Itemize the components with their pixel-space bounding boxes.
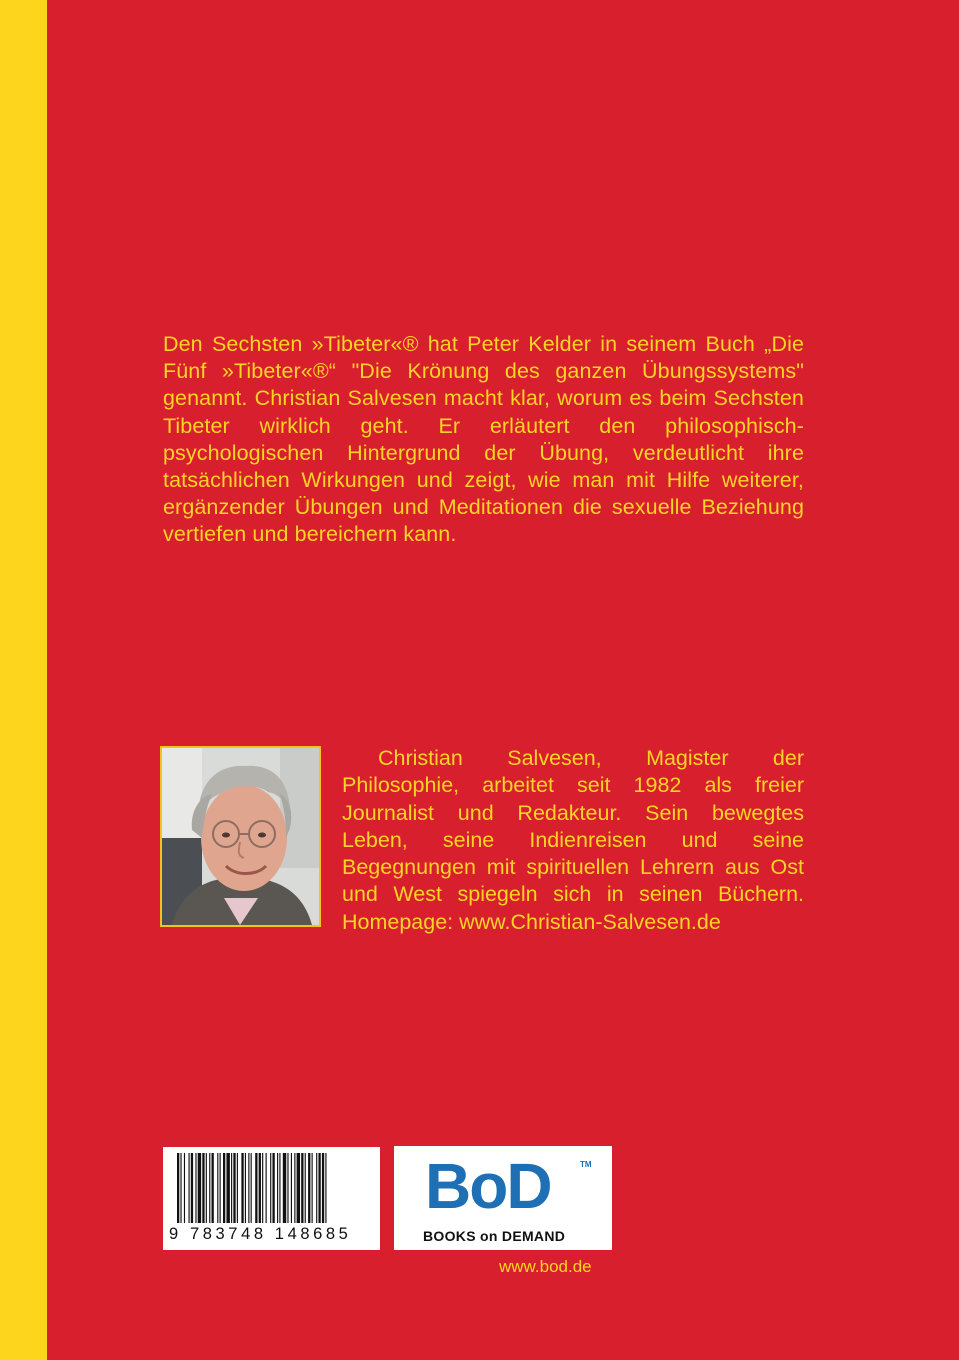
barcode-bar <box>287 1153 288 1223</box>
author-portrait-image <box>162 748 319 925</box>
publisher-url: www.bod.de <box>499 1257 592 1276</box>
barcode-bar <box>209 1153 210 1223</box>
bod-logo-text: BoD <box>425 1150 551 1222</box>
barcode-bar <box>308 1153 310 1223</box>
barcode-bar <box>212 1153 214 1223</box>
barcode-bar <box>245 1153 246 1223</box>
barcode-bar <box>322 1153 324 1223</box>
barcode-bar <box>231 1153 232 1223</box>
barcode-bar <box>255 1153 257 1223</box>
barcode-bar <box>259 1153 261 1223</box>
barcode-bar <box>279 1153 280 1223</box>
barcode-bar <box>283 1153 286 1223</box>
barcode-bar <box>184 1153 185 1223</box>
publisher-logo <box>394 1146 612 1250</box>
barcode-bars <box>163 1147 380 1227</box>
book-blurb <box>163 331 804 549</box>
author-bio <box>342 745 804 936</box>
barcode-bar <box>191 1153 193 1223</box>
barcode-bar <box>180 1153 181 1223</box>
barcode-bar <box>220 1153 221 1223</box>
barcode-bar <box>248 1153 249 1223</box>
barcode-bar <box>198 1153 201 1223</box>
barcode-bar <box>294 1153 295 1223</box>
barcode-bar <box>270 1153 271 1223</box>
isbn-barcode <box>163 1147 380 1250</box>
barcode-bar <box>241 1153 243 1223</box>
barcode-bar <box>177 1153 179 1223</box>
barcode-bar <box>272 1153 274 1223</box>
barcode-bar <box>262 1153 263 1223</box>
barcode-bar <box>318 1153 320 1223</box>
barcode-bar <box>226 1153 229 1223</box>
author-bio-text: Christian Salvesen, Magister der Philosophie, arbeitet seit 1982 als freier Journalist und Redakteur. Sein bewegtes Leben, seine Indienreisen und seine Begegnungen mit spirituellen Lehrern aus Ost und West spiegeln sich in seinen Büchern. Homepage: www.Christian-Salvesen.de <box>342 746 804 934</box>
barcode-bar <box>297 1153 300 1223</box>
barcode-bar <box>237 1153 238 1223</box>
barcode-bar <box>325 1153 326 1223</box>
barcode-bar <box>223 1153 225 1223</box>
barcode-bar <box>291 1153 292 1223</box>
blurb-text: Den Sechsten »Tibeter«® hat Peter Kelder in seinem Buch „Die Fünf »Tibeter«®“ "Die Krönung des ganzen Übungssystems" genannt. Christian Salvesen macht klar, worum es beim Sechsten Tibeter wirklich geht. Er erläutert den philosophisch-psychologischen Hintergrund der Übung, verdeutlicht ihre tatsächlichen Wirkungen und zeigt, wie man mit Hilfe weiterer, ergänzender Übungen und Meditationen die sexuelle Beziehung vertiefen und bereichern kann. <box>163 332 804 547</box>
barcode-bar <box>195 1153 196 1223</box>
barcode-bar <box>277 1153 278 1223</box>
trademark-mark: TM <box>580 1160 592 1169</box>
author-photo <box>160 746 321 927</box>
barcode-bar <box>316 1153 317 1223</box>
barcode-bar <box>312 1153 313 1223</box>
barcode-bar <box>202 1153 204 1223</box>
isbn-digits: 9 783748 148685 <box>169 1225 352 1243</box>
barcode-bar <box>217 1153 218 1223</box>
barcode-bar <box>251 1153 252 1223</box>
barcode-bar <box>189 1153 190 1223</box>
barcode-bar <box>301 1153 303 1223</box>
barcode-bar <box>305 1153 306 1223</box>
barcode-bar <box>266 1153 267 1223</box>
barcode-bar <box>206 1153 207 1223</box>
barcode-bar <box>233 1153 235 1223</box>
bod-subtitle: BOOKS on DEMAND <box>423 1228 566 1244</box>
cover-spine-strip <box>0 0 47 1360</box>
